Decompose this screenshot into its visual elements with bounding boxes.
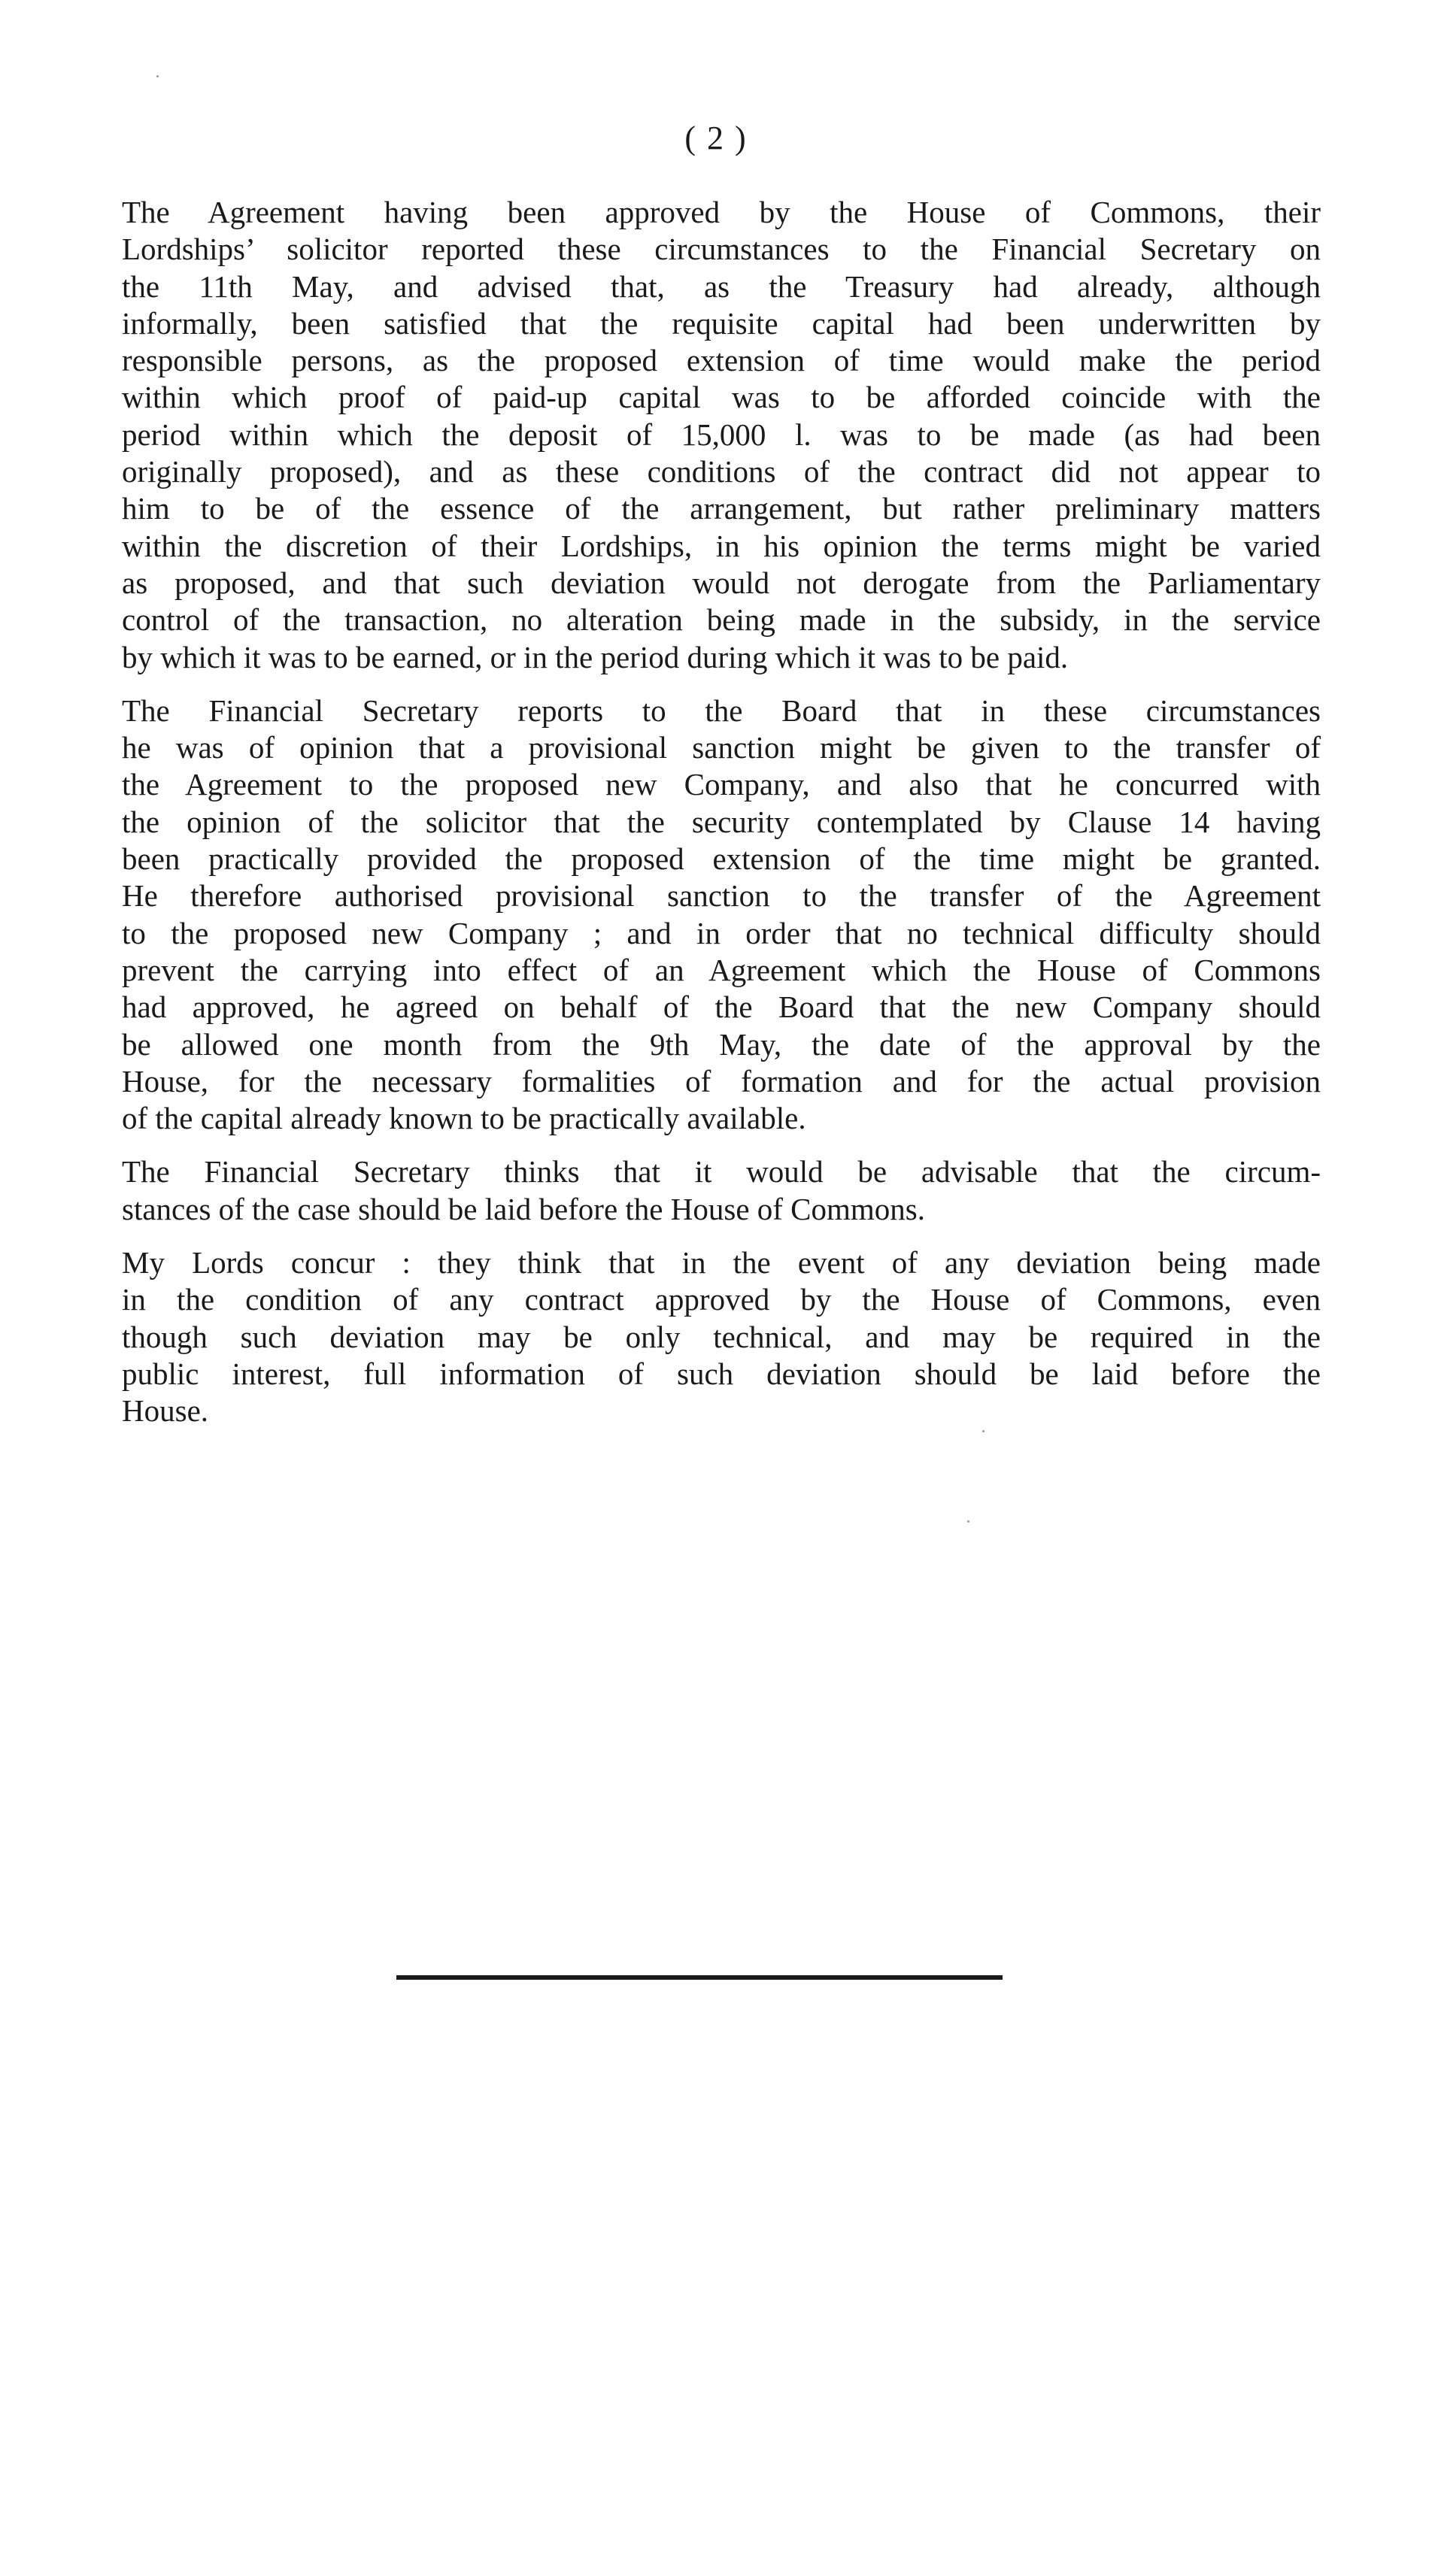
paper-speck: [967, 1520, 969, 1523]
text-line: stances of the case should be laid before the House of Commons.: [122, 1191, 926, 1226]
text-line: as proposed, and that such deviation would not derogate from the Parliamentary: [122, 565, 1321, 600]
text-line: He therefore authorised provisional sanction to the transfer of the Agreement: [122, 878, 1321, 914]
text-line: The Financial Secretary reports to the Board that in these circumstances: [122, 692, 1321, 728]
text-line: of the capital already known to be practically available.: [122, 1101, 806, 1136]
text-line: The Financial Secretary thinks that it would be advisable that the circum-: [122, 1154, 1321, 1190]
text-line: control of the transaction, no alteration being made in the subsidy, in the service: [122, 602, 1321, 638]
page-number: ( 2 ): [684, 120, 748, 156]
text-line: had approved, he agreed on behalf of the Board that the new Company should: [122, 989, 1321, 1025]
text-line: the Agreement to the proposed new Company, and also that he concurred with: [122, 767, 1321, 802]
text-line: him to be of the essence of the arrangement, but rather preliminary matters: [122, 491, 1321, 526]
paragraph-3: [122, 1153, 1321, 1228]
text-line: to the proposed new Company ; and in order that no technical difficulty should: [122, 915, 1321, 950]
text-line: within which proof of paid-up capital was to be afforded coincide with the: [122, 380, 1321, 415]
text-line: informally, been satisfied that the requisite capital had been underwritten by: [122, 305, 1321, 341]
text-line: The Agreement having been approved by the House of Commons, their: [122, 195, 1321, 229]
text-line: he was of opinion that a provisional sanction might be given to the transfer of: [122, 730, 1321, 765]
text-line: been practically provided the proposed extension of the time might be granted.: [122, 841, 1321, 877]
text-line: by which it was to be earned, or in the period during which it was to be paid.: [122, 639, 1069, 674]
body-text: [122, 194, 1321, 1447]
text-line: period within which the deposit of 15,000 l. was to be made (as had been: [122, 417, 1321, 452]
end-rule: [396, 1975, 1003, 1980]
paragraph-4: [122, 1244, 1321, 1429]
text-line: in the condition of any contract approved by the House of Commons, even: [122, 1282, 1321, 1317]
text-line: responsible persons, as the proposed extension of time would make the period: [122, 343, 1321, 378]
text-line: public interest, full information of such deviation should be laid before the: [122, 1356, 1321, 1391]
text-line: Lordships’ solicitor reported these circumstances to the Financial Secretary on: [122, 232, 1321, 267]
text-line: House, for the necessary formalities of formation and for the actual provision: [122, 1063, 1321, 1099]
paragraph-1: [122, 194, 1321, 676]
paper-speck: [156, 75, 159, 77]
text-line: prevent the carrying into effect of an Agreement which the House of Commons: [122, 952, 1321, 987]
text-line: within the discretion of their Lordships, in his opinion the terms might be varied: [122, 528, 1321, 563]
text-line: House.: [122, 1393, 209, 1429]
text-line: the 11th May, and advised that, as the Treasury had already, although: [122, 268, 1321, 304]
text-line: be allowed one month from the 9th May, the date of the approval by the: [122, 1026, 1321, 1062]
paragraph-2: [122, 692, 1321, 1138]
text-line: originally proposed), and as these conditions of the contract did not appear to: [122, 454, 1321, 489]
paper-speck: [982, 1430, 984, 1432]
text-line: My Lords concur : they think that in the event of any deviation being made: [122, 1245, 1321, 1280]
text-line: the opinion of the solicitor that the security contemplated by Clause 14 having: [122, 804, 1321, 839]
text-line: though such deviation may be only technical, and may be required in the: [122, 1319, 1321, 1354]
